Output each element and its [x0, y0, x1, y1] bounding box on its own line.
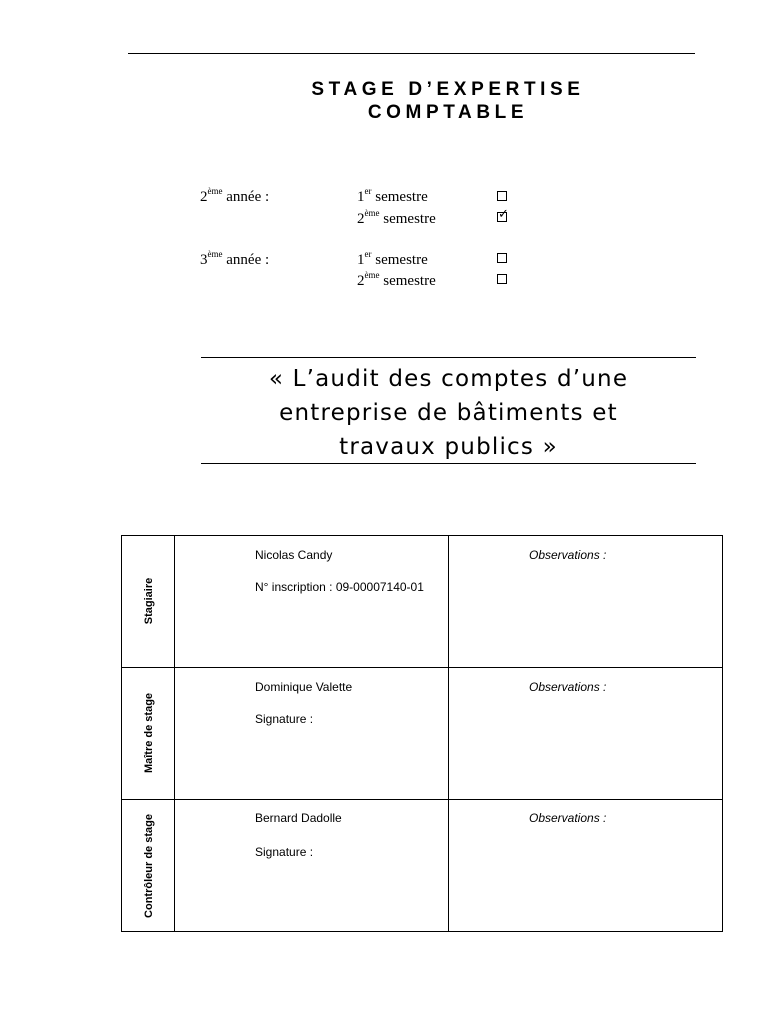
title-line-2: COMPTABLE	[367, 102, 529, 123]
maitre-observations-label: Observations :	[529, 680, 607, 694]
year-2-semester-1-checkbox[interactable]	[497, 191, 507, 201]
year-2-semester-1-label: 1er semestre	[357, 186, 428, 205]
subject-top-rule	[201, 357, 696, 358]
top-rule	[128, 53, 695, 54]
thesis-subject	[201, 362, 696, 464]
checkmark-icon: ✓	[498, 207, 509, 222]
year-2-label: 2ème année :	[200, 186, 270, 205]
title-line-1: STAGE D’EXPERTISE	[311, 79, 585, 100]
stagiaire-registration: N° inscription : 09-00007140-01	[255, 580, 424, 594]
maitre-name: Dominique Valette	[255, 680, 353, 694]
controleur-signature-label: Signature :	[255, 845, 314, 859]
controleur-name: Bernard Dadolle	[255, 811, 342, 825]
stagiaire-observations-label: Observations :	[529, 548, 607, 562]
year-2-semester-2-checkbox[interactable]	[497, 207, 509, 222]
subject-line-2: entreprise de bâtiments et	[279, 400, 618, 426]
maitre-signature-label: Signature :	[255, 712, 314, 726]
role-label-stagiaire: Stagiaire	[143, 577, 155, 625]
table-divider	[122, 799, 722, 800]
role-label-controleur-de-stage: Contrôleur de stage	[143, 814, 155, 918]
table-divider	[174, 536, 175, 931]
year-3-label: 3ème année :	[200, 249, 270, 268]
subject-line-3: travaux publics »	[339, 434, 558, 460]
stagiaire-name: Nicolas Candy	[255, 548, 333, 562]
role-label-maitre-de-stage: Maître de stage	[143, 692, 155, 774]
year-3-semester-1-label: 1er semestre	[357, 249, 428, 268]
year-2-semester-2-label: 2ème semestre	[357, 208, 436, 227]
supervision-table	[121, 535, 723, 932]
year-3-semester-2-checkbox[interactable]	[497, 274, 507, 284]
subject-bottom-rule	[201, 463, 696, 464]
year-3-semester-1-checkbox[interactable]	[497, 253, 507, 263]
table-divider	[122, 667, 722, 668]
document-title	[128, 78, 768, 124]
table-divider	[448, 536, 449, 931]
controleur-observations-label: Observations :	[529, 811, 607, 825]
year-3-semester-2-label: 2ème semestre	[357, 270, 436, 289]
subject-line-1: « L’audit des comptes d’une	[268, 366, 629, 392]
